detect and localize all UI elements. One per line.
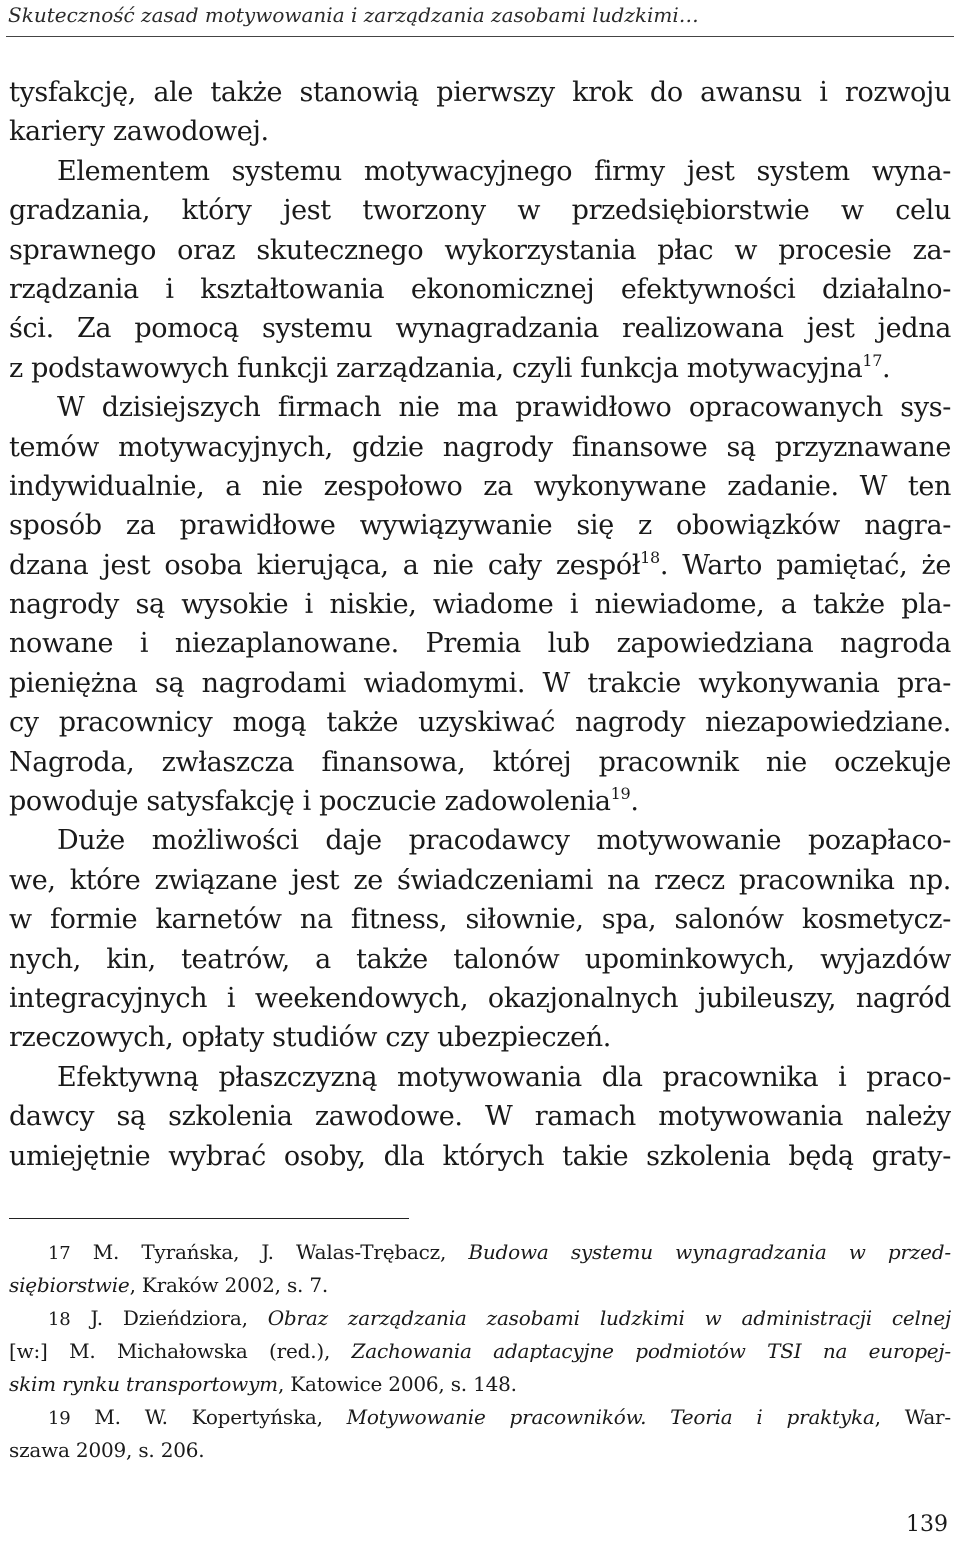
body-line [9, 152, 951, 191]
body-line-text: cy pracownicy mogą także uzyskiwać nagrody niezapowiedziane. [9, 707, 951, 739]
footnote-19-author: M. W. Kopertyńska, [94, 1405, 347, 1429]
body-line [9, 467, 951, 506]
body-line-text: dawcy są szkolenia zawodowe. W ramach motywowania należy [9, 1101, 951, 1133]
body-line [9, 112, 951, 151]
body-line [9, 388, 951, 427]
body-line [9, 506, 951, 545]
body-line-text: Elementem systemu motywacyjnego firmy jest system wyna- [57, 155, 951, 187]
body-line-text: powoduje satysfakcję i poczucie zadowolenia [9, 786, 611, 818]
footnote-17-line-2 [9, 1269, 951, 1302]
footnote-18-editor: [w:] M. Michałowska (red.), [9, 1339, 352, 1363]
body-line [9, 624, 951, 663]
body-line-tail: . Warto pamiętać, że [659, 549, 951, 581]
footnotes [9, 1236, 951, 1467]
body-line [9, 73, 951, 112]
footnote-18-title: Obraz zarządzania zasobami ludzkimi w administracji celnej [267, 1306, 951, 1330]
footnote-19-title: Motywowanie pracowników. Teoria i praktyka [346, 1405, 875, 1429]
footnote-19-publication: szawa 2009, s. 206. [9, 1438, 205, 1462]
running-header: Skuteczność zasad motywowania i zarządzania zasobami ludzkimi… [8, 3, 699, 27]
body-line-text: Efektywną płaszczyzną motywowania dla pracownika i praco- [57, 1061, 951, 1093]
body-line [9, 428, 951, 467]
body-line [9, 743, 951, 782]
main-text [9, 73, 951, 1176]
body-line [9, 861, 951, 900]
body-line-text: sprawnego oraz skutecznego wykorzystania płac w procesie za- [9, 234, 951, 266]
footnote-19-number: 19 [48, 1408, 71, 1429]
footnote-18-publication: , Katowice 2006, s. 148. [277, 1372, 517, 1396]
footnote-17-title: Budowa systemu wynagradzania w przed- [468, 1240, 951, 1264]
body-line-text: integracyjnych i weekendowych, okazjonalnych jubileuszy, nagród [9, 982, 951, 1014]
body-line-text: temów motywacyjnych, gdzie nagrody finansowe są przyznawane [9, 431, 951, 463]
footnote-18-line-3 [9, 1368, 951, 1401]
body-line-text: rzeczowych, opłaty studiów czy ubezpieczeń. [9, 1022, 611, 1054]
footnote-18-line-2 [9, 1335, 951, 1368]
body-line-text: rządzania i kształtowania ekonomicznej efektywności działalno- [9, 273, 951, 305]
body-line [9, 979, 951, 1018]
body-line [9, 703, 951, 742]
body-line-text: pieniężna są nagrodami wiadomymi. W trakcie wykonywania pra- [9, 667, 951, 699]
footnote-18-book-title: Zachowania adaptacyjne podmiotów TSI na europej- [351, 1339, 951, 1363]
body-line [9, 940, 951, 979]
body-line-text: Duże możliwości daje pracodawcy motywowanie pozapłaco- [57, 825, 951, 857]
footnote-reference: 17 [862, 350, 883, 370]
body-line-text: Nagroda, zwłaszcza finansowa, której pracownik nie oczekuje [9, 746, 951, 778]
footnote-17-publication: , Kraków 2002, s. 7. [129, 1273, 329, 1297]
body-line-text: gradzania, który jest tworzony w przedsiębiorstwie w celu [9, 195, 951, 227]
body-line [9, 1137, 951, 1176]
header-rule [6, 36, 954, 37]
body-line [9, 349, 951, 388]
body-line [9, 585, 951, 624]
body-line [9, 1058, 951, 1097]
footnote-19-line-1 [9, 1401, 951, 1434]
body-line [9, 821, 951, 860]
footnote-reference: 19 [610, 784, 631, 804]
body-line [9, 191, 951, 230]
footnote-separator [9, 1218, 409, 1219]
body-line-tail: . [630, 786, 639, 818]
footnote-17-author: M. Tyrańska, J. Walas-Trębacz, [92, 1240, 469, 1264]
footnote-17-title-cont: siębiorstwie [9, 1273, 130, 1297]
body-line [9, 782, 951, 821]
body-line [9, 546, 951, 585]
body-line-text: we, które związane jest ze świadczeniami na rzecz pracownika np. [9, 864, 951, 896]
body-line [9, 1018, 951, 1057]
body-line-text: indywidualnie, a nie zespołowo za wykonywane zadanie. W ten [9, 470, 951, 502]
footnote-19-place: , War- [874, 1405, 951, 1429]
body-line-text: nagrody są wysokie i niskie, wiadome i niewiadome, a także pla- [9, 589, 951, 621]
body-line-text: z podstawowych funkcji zarządzania, czyli funkcja motywacyjna [9, 352, 863, 384]
body-line-text: W dzisiejszych firmach nie ma prawidłowo opracowanych sys- [57, 392, 951, 424]
body-line [9, 231, 951, 270]
body-line-tail: . [882, 352, 891, 384]
footnote-19-line-2 [9, 1434, 951, 1467]
footnote-18-line-1 [9, 1302, 951, 1335]
body-line-text: umiejętnie wybrać osoby, dla których takie szkolenia będą graty- [9, 1140, 951, 1172]
body-line [9, 900, 951, 939]
footnote-reference: 18 [640, 547, 660, 567]
footnote-18-book-title-cont: skim rynku transportowym [9, 1372, 278, 1396]
body-line [9, 1097, 951, 1136]
footnote-17-number: 17 [48, 1243, 71, 1264]
body-line-text: nych, kin, teatrów, a także talonów upominkowych, wyjazdów [9, 943, 951, 975]
body-line [9, 664, 951, 703]
footnote-18-author: J. Dzieńdziora, [90, 1306, 268, 1330]
footnote-17-line-1 [9, 1236, 951, 1269]
body-line [9, 270, 951, 309]
page-number: 139 [906, 1512, 948, 1537]
body-line-text: kariery zawodowej. [9, 116, 269, 148]
body-line-text: sposób za prawidłowe wywiązywanie się z obowiązków nagra- [9, 510, 951, 542]
body-line-text: w formie karnetów na fitness, siłownie, spa, salonów kosmetycz- [9, 904, 951, 936]
footnote-18-number: 18 [48, 1309, 71, 1330]
body-line-text: nowane i niezaplanowane. Premia lub zapowiedziana nagroda [9, 628, 951, 660]
body-line-text: ści. Za pomocą systemu wynagradzania realizowana jest jedna [9, 313, 951, 345]
body-line-text: tysfakcję, ale także stanowią pierwszy krok do awansu i rozwoju [9, 77, 951, 108]
body-line [9, 309, 951, 348]
body-line-text: dzana jest osoba kierująca, a nie cały zespół [9, 549, 641, 581]
